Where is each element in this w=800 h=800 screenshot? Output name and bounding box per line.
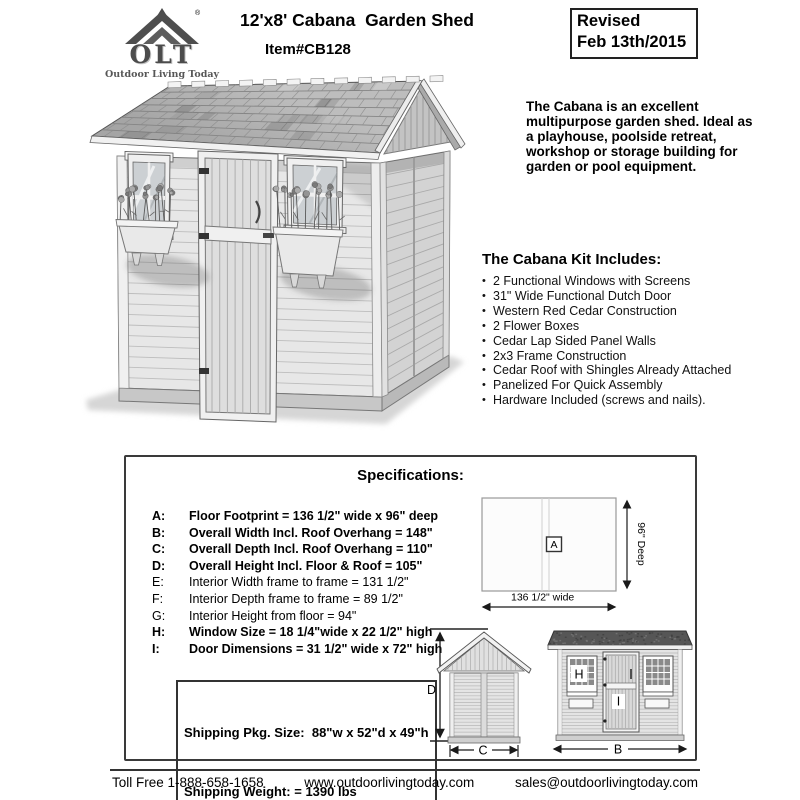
item-number: Item#CB128 <box>265 41 351 58</box>
product-description: The Cabana is an excellent multipurpose garden shed. Ideal as a playhouse, poolside retreat, workshop or storage building for garden or pool equipment. <box>526 99 753 174</box>
spec-row <box>152 525 442 542</box>
width-dimension-label: B <box>613 742 623 757</box>
bullet-icon: • <box>482 289 486 302</box>
specifications-heading: Specifications: <box>357 467 464 484</box>
door-latch <box>263 233 274 238</box>
spec-letter: C: <box>152 542 166 557</box>
diagram-right-window <box>643 656 673 708</box>
logo-tagline: Outdoor Living Today <box>104 69 220 80</box>
specifications-list <box>152 508 442 657</box>
spec-letter: E: <box>152 575 164 590</box>
spec-letter: G: <box>152 608 166 623</box>
spec-text: Floor Footprint = 136 1/2" wide x 96" deep <box>189 509 439 523</box>
floor-area-label: A <box>550 539 558 551</box>
diagram-left-window <box>567 656 597 708</box>
kit-item: • 2x3 Frame Construction <box>482 348 627 363</box>
revised-date: Feb 13th/2015 <box>577 33 687 52</box>
side-elevation-diagram <box>424 619 542 759</box>
diagram-door <box>603 652 639 732</box>
front-elevation-diagram <box>546 619 694 759</box>
spec-row <box>152 591 442 608</box>
kit-item: • Cedar Roof with Shingles Already Attached <box>482 363 732 378</box>
logo-name: OLT <box>129 40 195 69</box>
bullet-icon: • <box>482 379 486 392</box>
spec-row <box>152 508 442 525</box>
dark-shingle-roof <box>548 631 692 645</box>
spec-row <box>152 574 442 591</box>
bullet-icon: • <box>482 394 486 407</box>
spec-letter: B: <box>152 525 166 540</box>
depth-dimension-label: 96" Deep <box>635 522 647 566</box>
bullet-icon: • <box>482 304 486 317</box>
spec-letter: I: <box>152 641 160 656</box>
spec-text: Door Dimensions = 31 1/2" wide x 72" high <box>189 641 443 656</box>
footer-website: www.outdoorlivingtoday.com <box>304 775 475 790</box>
door-label: I <box>616 694 621 709</box>
footer-phone: Toll Free 1-888-658-1658 <box>112 775 264 790</box>
revised-box <box>570 8 698 59</box>
spec-row <box>152 641 442 658</box>
page-title: 12'x8' Cabana Garden Shed <box>240 10 474 30</box>
door-hinge <box>199 368 209 374</box>
spec-row <box>152 558 442 575</box>
spec-text: Overall Width Incl. Roof Overhang = 148" <box>189 525 433 540</box>
kit-item: • Western Red Cedar Construction <box>482 303 677 318</box>
shed-illustration <box>72 70 508 442</box>
bullet-icon: • <box>482 334 486 347</box>
kit-item: • Panelized For Quick Assembly <box>482 378 663 393</box>
width-dimension-label: 136 1/2" wide <box>511 591 575 604</box>
dutch-door <box>198 151 278 422</box>
spec-letter: F: <box>152 591 164 606</box>
kit-item: • Cedar Lap Sided Panel Walls <box>482 333 656 348</box>
footer-divider <box>110 769 700 771</box>
spec-text: Overall Depth Incl. Roof Overhang = 110" <box>189 542 433 557</box>
height-dimension-label: D <box>427 683 437 697</box>
spec-text: Window Size = 18 1/4"wide x 22 1/2" high <box>189 625 433 640</box>
kit-item: • Hardware Included (screws and nails). <box>482 393 706 408</box>
spec-row <box>152 624 442 641</box>
registered-icon: ® <box>195 10 201 17</box>
bullet-icon: • <box>482 364 486 377</box>
depth-dimension-label: C <box>478 743 488 758</box>
spec-text: Overall Height Incl. Floor & Roof = 105" <box>189 558 423 573</box>
spec-text: Interior Width frame to frame = 131 1/2" <box>189 575 409 590</box>
spec-row <box>152 608 442 625</box>
door-hinge <box>199 233 209 239</box>
bullet-icon: • <box>482 349 486 362</box>
shipping-size: Shipping Pkg. Size: 88"w x 52"d x 49"h <box>184 725 429 740</box>
window-label: H <box>574 667 584 682</box>
kit-item: • 2 Functional Windows with Screens <box>482 274 691 288</box>
footer-email: sales@outdoorlivingtoday.com <box>514 775 698 790</box>
spec-letter: H: <box>152 625 166 640</box>
spec-text: Interior Depth frame to frame = 89 1/2" <box>189 591 403 606</box>
revised-label: Revised <box>577 12 641 30</box>
spec-letter: A: <box>152 509 166 523</box>
shipping-weight: Shipping Weight: = 1390 lbs <box>184 783 357 799</box>
spec-text: Interior Height from floor = 94" <box>189 608 357 623</box>
kit-item: • 2 Flower Boxes <box>482 318 580 333</box>
floor-plan-diagram <box>474 493 689 619</box>
footer <box>112 775 698 790</box>
kit-includes-list <box>482 274 757 408</box>
bullet-icon: • <box>482 275 486 287</box>
kit-item: • 31" Wide Functional Dutch Door <box>482 288 672 303</box>
spec-letter: D: <box>152 558 166 573</box>
bullet-icon: • <box>482 319 486 332</box>
kit-includes-heading: The Cabana Kit Includes: <box>482 251 662 268</box>
spec-row <box>152 541 442 558</box>
door-hinge <box>199 168 209 174</box>
